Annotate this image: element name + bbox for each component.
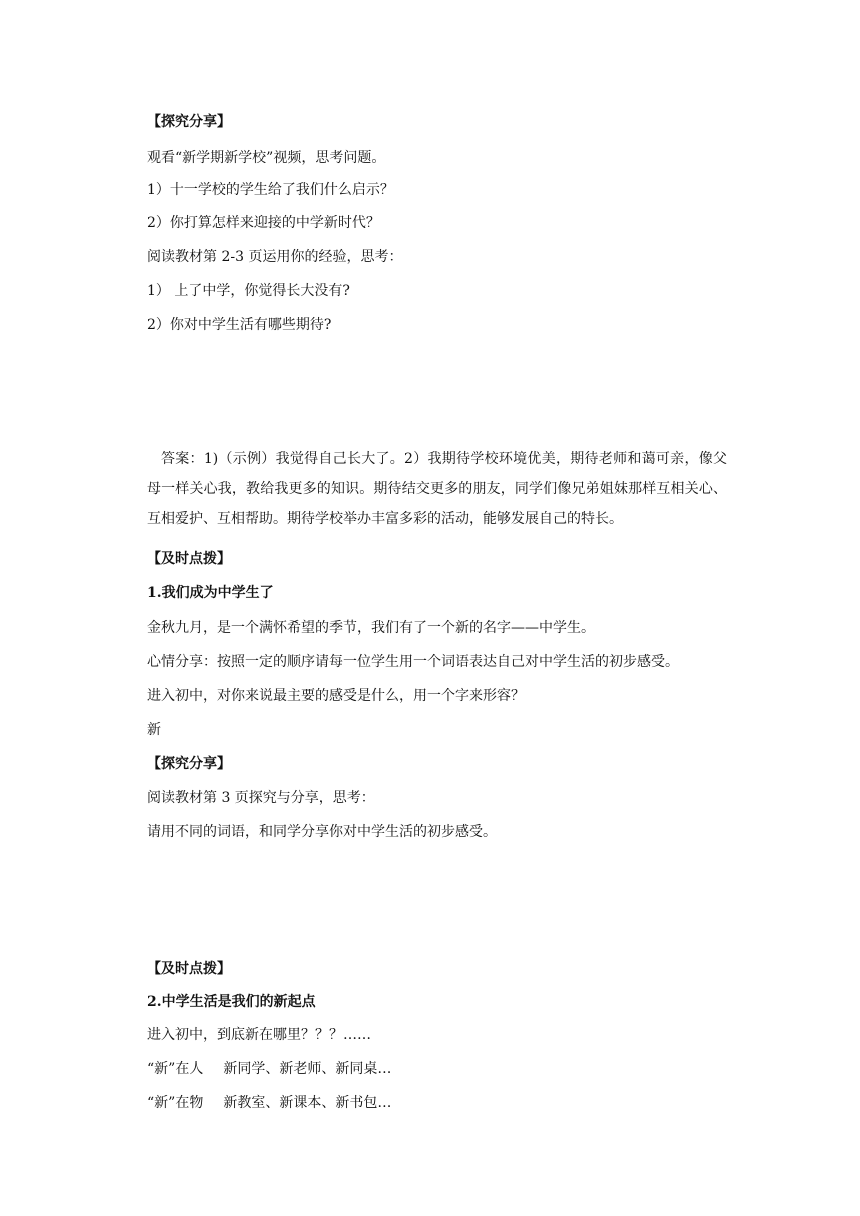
explore1-line-1: 观看“新学期新学校”视频，思考问题。 <box>147 150 386 166</box>
explore2-line-1: 阅读教材第 3 页探究与分享，思考： <box>147 790 375 806</box>
explore2-line-2: 请用不同的词语，和同学分享你对中学生活的初步感受。 <box>147 824 497 840</box>
explore1-line-6: 2）你对中学生活有哪些期待? <box>147 317 332 333</box>
explore1-line-4: 阅读教材第 2-3 页运用你的经验，思考： <box>147 249 403 265</box>
row-label: “新”在人 <box>147 1061 204 1077</box>
tip2-subheading: 2.中学生活是我们的新起点 <box>147 994 316 1010</box>
answer-paragraph: 答案：1)（示例）我觉得自己长大了。2）我期待学校环境优美，期待老师和蔼可亲，像父母一样关心我，教给我更多的知识。期待结交更多的朋友，同学们像兄弟姐妹那样互相关心、互相爱护、互相帮助。期待学校举办丰富多彩的活动，能够发展自己的特长。 <box>147 451 727 527</box>
new-in-things-row <box>147 1094 391 1112</box>
row-label: “新”在物 <box>147 1095 204 1111</box>
tip1-line-3: 进入初中，对你来说最主要的感受是什么，用一个字来形容？ <box>147 688 525 704</box>
explore1-line-3: 2）你打算怎样来迎接的中学新时代？ <box>147 215 380 231</box>
tip-heading-2: 【及时点拨】 <box>147 961 231 977</box>
tip2-line: 进入初中，到底新在哪里？？？…… <box>147 1027 371 1043</box>
tip1-line-2: 心情分享：按照一定的顺序请每一位学生用一个词语表达自己对中学生活的初步感受。 <box>147 654 679 670</box>
explore-heading-2: 【探究分享】 <box>147 756 231 772</box>
tip-heading-1: 【及时点拨】 <box>147 551 231 567</box>
tip1-line-4: 新 <box>147 722 161 738</box>
explore1-line-2: 1）十一学校的学生给了我们什么启示？ <box>147 182 394 198</box>
tip1-subheading: 1.我们成为中学生了 <box>147 585 274 601</box>
explore1-line-5: 1） 上了中学，你觉得长大没有? <box>147 283 350 299</box>
row-items: 新教室、新课本、新书包… <box>223 1095 392 1111</box>
explore-heading-1: 【探究分享】 <box>147 114 231 130</box>
new-in-people-row <box>147 1060 391 1078</box>
row-items: 新同学、新老师、新同桌… <box>223 1061 392 1077</box>
tip1-line-1: 金秋九月，是一个满怀希望的季节，我们有了一个新的名字——中学生。 <box>147 620 595 636</box>
